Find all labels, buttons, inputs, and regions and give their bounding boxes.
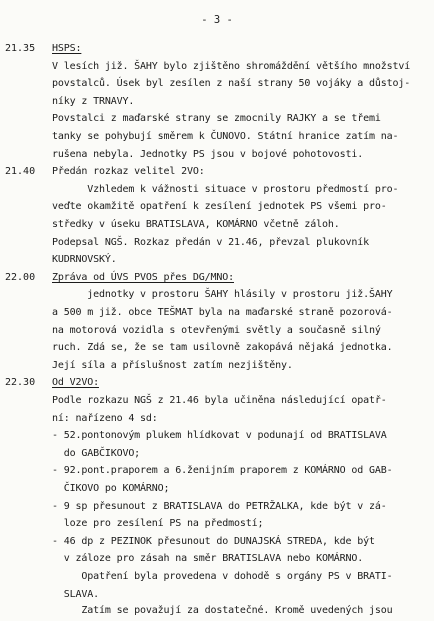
entry-line: loze pro zesílení PS na předmostí;	[52, 518, 264, 530]
entry-time: 21.40	[5, 166, 36, 178]
entry-line: na motorová vozidla s otevřenými světly a současně silný	[52, 324, 381, 336]
entry-line: veďte okamžitě opatření k zesílení jednotek PS všemi pro-	[52, 201, 387, 213]
entry-line: Zatím se považují za dostatečné. Kromě uvedených jsou	[52, 605, 393, 617]
entry-time: 21.35	[5, 43, 36, 54]
entry-line: Podle rozkazu NGŠ z 21.46 byla učiněna následující opatř-	[52, 395, 387, 406]
entry-line: níky z TRNAVY.	[52, 95, 135, 107]
entry-line: jednotky v prostoru ŠAHY hlásily v prostoru již.ŠAHY	[52, 289, 393, 301]
entry-line: Podepsal NGŠ. Rozkaz předán v 21.46, převzal plukovník	[52, 236, 370, 248]
entry-line: Opatření byla provedena v dohodě s orgány PS v BRATI-	[52, 571, 393, 582]
entry-heading: HSPS:	[52, 43, 82, 54]
entry-line: Povstalci z maďarské strany se zmocnily RAJKY a se třemi	[52, 113, 381, 125]
entry-line: a 500 m již. obce TEŠMAT byla na maďarské straně pozorová-	[52, 307, 393, 318]
entry-line: v záloze pro zásah na směr BRATISLAVA nebo KOMÁRNO.	[52, 553, 364, 565]
entry-line: - 52.pontonovým plukem hlídkovat v podunají od BRATISLAVA	[52, 430, 387, 442]
entry-time: 22.00	[5, 271, 36, 283]
page-number: - 3 -	[201, 14, 233, 26]
entry-line: ČIKOVO po KOMÁRNO;	[52, 483, 170, 494]
entry-line: - 92.pont.praporem a 6.ženijním praporem z KOMÁRNO od GAB-	[52, 465, 393, 477]
entry-line: rušena nebyla. Jednotky PS jsou v bojové pohotovosti.	[52, 148, 364, 160]
entry-line: - 9 sp přesunout z BRATISLAVA do PETRŽALKA, kde být v zá-	[52, 500, 387, 512]
entry-time: 22.30	[5, 377, 36, 389]
entry-line: povstalců. Úsek byl zesílen z naší strany 50 vojáky a důstoj-	[52, 78, 411, 90]
entry-line: do GABČIKOVO;	[52, 447, 141, 459]
entry-line: středky v úseku BRATISLAVA, KOMÁRNO včetně záloh.	[52, 219, 340, 230]
entry-heading: Zpráva od ÚVS PVOS přes DG/MNO:	[52, 271, 234, 283]
entry-line: KUDRNOVSKÝ.	[52, 254, 117, 266]
entry-line: tanky se pohybují směrem k ČUNOVO. Státní hranice zatím na-	[52, 131, 399, 142]
entry-line: V lesích již. ŠAHY bylo zjištěno shromáždění většího množství	[52, 60, 411, 72]
entry-heading: Předán rozkaz velitel 2VO:	[52, 166, 205, 178]
entry-line: ruch. Zdá se, že se tam usilovně zakopává nějaká jednotka.	[52, 342, 393, 354]
entry-line: SLAVA.	[52, 588, 99, 600]
entry-line: Její síla a příslušnost zatím nezjištěny.	[52, 359, 293, 371]
entry-line: ní: nařízeno 4 sd:	[52, 412, 158, 424]
entry-line: Vzhledem k vážnosti situace v prostoru předmostí pro-	[52, 183, 399, 195]
entry-line: - 46 dp z PEZINOK přesunout do DUNAJSKÁ STREDA, kde být	[52, 535, 375, 547]
entry-heading: Od V2VO:	[52, 377, 99, 389]
